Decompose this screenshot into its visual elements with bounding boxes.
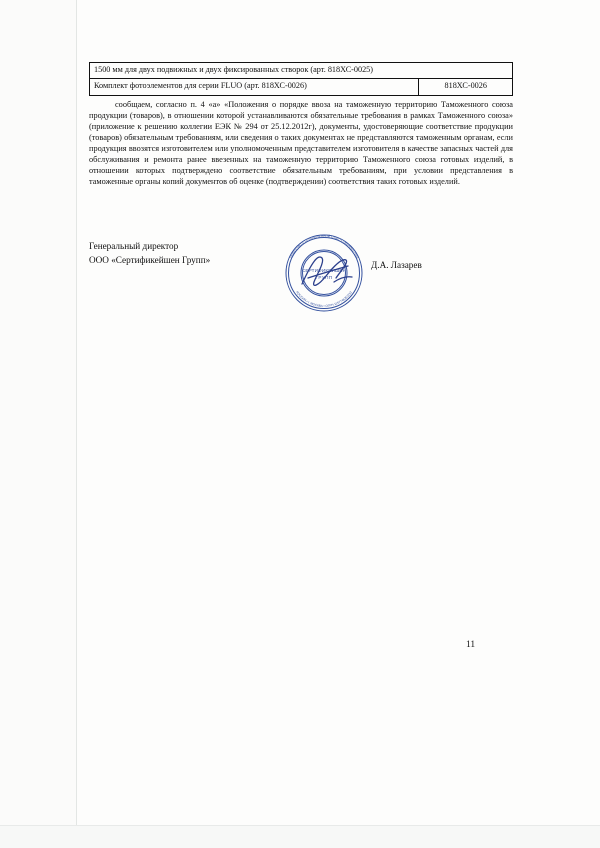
body-paragraph: сообщаем, согласно п. 4 «а» «Положения о порядке ввоза на таможенную территорию Таможенного союза продукции (товаров), в отношении которой устанавливаются обязательные требования в рамках Таможенного союза» (приложение к решению коллегии ЕЭК № 294 от 25.12.2012г), документы, удостоверяющие соответствие продукции (товаров) обязательным требованиям, или сведения о таких документах не представляются таможенным органам, если продукция ввозятся изготовителем или уполномоченным представителем изготовителя в качестве запасных частей для обслуживания и ремонта ранее ввезенных на таможенную территорию Таможенного союза готовых изделий, в отношении которых подтверждено соответствие обязательным требованиям, при условии представления в таможенные органы копий документов об оценке (подтверждении) соответствия таких готовых изделий. xyxy=(89,100,513,186)
table-cell-product-name: Комплект фотоэлементов для серии FLUO (арт. 818ХС-0026) xyxy=(90,79,419,95)
svg-text:СЕРТИФИКЕЙШЕН: СЕРТИФИКЕЙШЕН xyxy=(301,268,347,273)
svg-text:РОССИЯ • г. МОСКВА • ОГРН 1157: РОССИЯ • г. МОСКВА • ОГРН 1157746251212 xyxy=(295,290,353,309)
table-row xyxy=(90,63,513,79)
product-table xyxy=(89,62,513,96)
page-number: 11 xyxy=(466,640,476,650)
signatory-organization: ООО «Сертификейшен Групп» xyxy=(89,254,211,265)
table-row xyxy=(90,79,513,95)
svg-text:ГРУПП: ГРУПП xyxy=(315,275,333,280)
signature-block xyxy=(89,240,513,268)
table-cell-product-code: 818ХС-0026 xyxy=(419,79,513,95)
signatory-name: Д.А. Лазарев xyxy=(371,260,422,270)
signatory-position: Генеральный директор xyxy=(89,241,179,251)
page-bottom-edge xyxy=(0,825,600,848)
svg-text:ОБЩЕСТВО С ОГРАНИЧЕННОЙ ОТВЕТС: ОБЩЕСТВО С ОГРАНИЧЕННОЙ ОТВЕТСТВЕННОСТЬЮ xyxy=(288,233,360,259)
table-cell-product-name: 1500 мм для двух подвижных и двух фиксированных створок (арт. 818ХС-0025) xyxy=(90,63,513,79)
page-left-margin xyxy=(0,0,77,848)
